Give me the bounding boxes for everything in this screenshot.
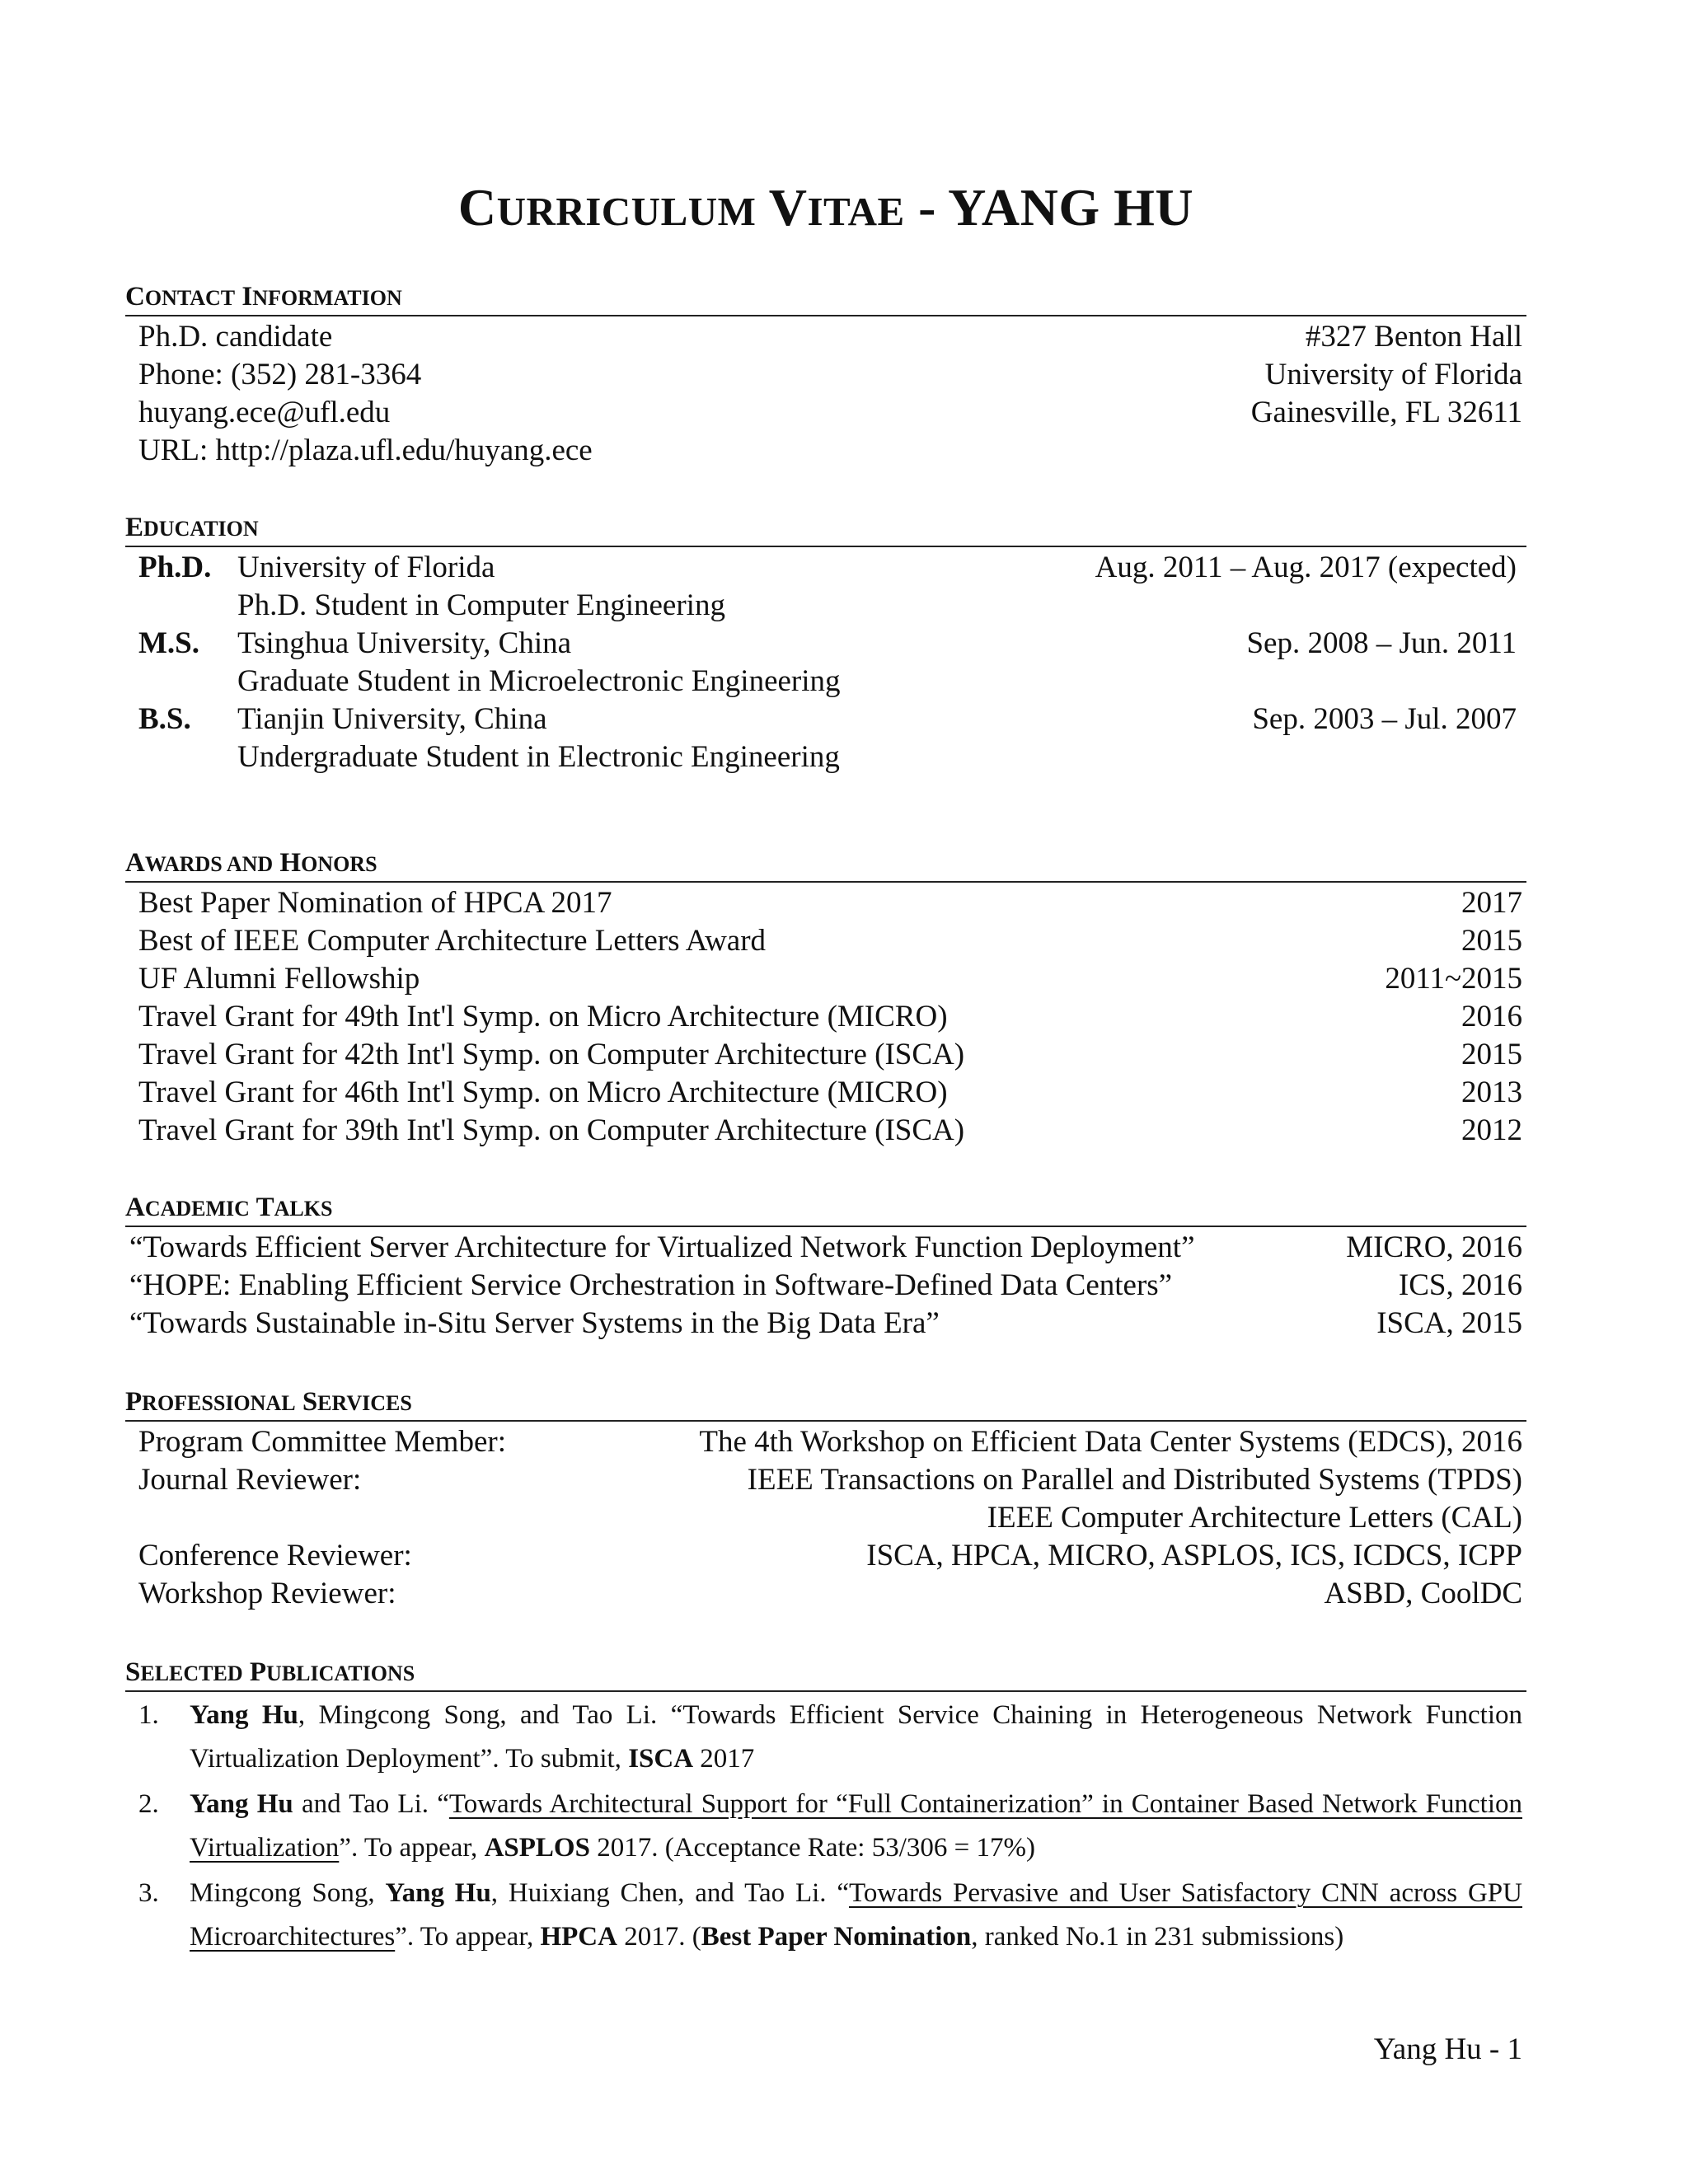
education-detail-text: Ph.D. Student in Computer Engineering [237,588,725,622]
education-entry [125,701,1526,738]
education-section [125,511,1526,776]
institution: University of Florida [237,551,495,584]
page-footer: Yang Hu - 1 [1373,2032,1522,2066]
education-dates: Aug. 2011 – Aug. 2017 (expected) [1095,551,1517,584]
degree-label: Ph.D. [138,551,212,584]
services-section [125,1385,1526,1613]
publication-number: 2. [138,1789,159,1819]
title-small: ITAE [807,189,905,234]
contact-address: University of Florida [1264,358,1522,391]
service-row: Program Committee Member: The 4th Workshop on Efficient Data Center Systems (EDCS), 2016 [138,1425,1522,1459]
institution: Tianjin University, China [237,702,547,736]
contact-email[interactable]: huyang.ece@ufl.edu [138,396,391,429]
contact-row [125,432,1526,470]
contact-row [125,394,1526,432]
page-title [125,177,1526,238]
publication-text: Yang Hu and Tao Li. “Towards Architectural Support for “Full Containerization” in Container Based Network Function Virtualization”. To appear, ASPLOS 2017. (Acceptance Rate: 53/306 = 17%) [190,1789,1522,1863]
award-item: Travel Grant for 46th Int'l Symp. on Micro Architecture (MICRO) 2013 [138,1076,1522,1109]
contact-row [125,318,1526,356]
service-row: Workshop Reviewer: ASBD, CoolDC [138,1577,1522,1610]
service-row: Journal Reviewer: IEEE Transactions on Parallel and Distributed Systems (TPDS) [138,1463,1522,1497]
service-row: IEEE Computer Architecture Letters (CAL) [987,1501,1522,1535]
award-item: UF Alumni Fellowship 2011~2015 [138,962,1522,996]
publications-section [125,1656,1526,1959]
contact-row [125,356,1526,394]
contact-address: Gainesville, FL 32611 [1250,396,1522,429]
contact-section [125,280,1526,470]
award-item: Best Paper Nomination of HPCA 2017 2017 [138,886,1522,920]
education-detail-text: Undergraduate Student in Electronic Engineering [237,740,840,774]
publication-item [125,1783,1526,1870]
education-entry [125,625,1526,663]
cv-page [125,0,1526,2184]
institution: Tsinghua University, China [237,626,572,660]
publication-text: Mingcong Song, Yang Hu, Huixiang Chen, and Tao Li. “Towards Pervasive and User Satisfactory CNN across GPU Microarchitectures”. To appear, HPCA 2017. (Best Paper Nomination, ranked No.1 in 231 submissions) [190,1878,1522,1952]
talks-heading: ACADEMIC TALKS [125,1191,1526,1227]
education-detail-text: Graduate Student in Microelectronic Engineering [237,664,841,698]
publication-item [125,1694,1526,1781]
contact-title: Ph.D. candidate [138,320,333,354]
award-item: Travel Grant for 39th Int'l Symp. on Computer Architecture (ISCA) 2012 [138,1113,1522,1147]
publication-item [125,1872,1526,1959]
education-detail [125,663,1526,701]
award-item: Best of IEEE Computer Architecture Letters Award 2015 [138,924,1522,958]
title-small: URRICULUM [496,189,757,234]
awards-section [125,846,1526,1150]
degree-label: M.S. [138,626,199,660]
education-detail [125,587,1526,625]
education-heading: EDUCATION [125,511,1526,547]
publication-number: 3. [138,1878,159,1908]
publication-number: 1. [138,1700,159,1730]
contact-phone: Phone: (352) 281-3364 [138,358,422,391]
education-dates: Sep. 2003 – Jul. 2007 [1252,702,1517,736]
talk-item: “Towards Efficient Server Architecture for Virtualized Network Function Deployment” MICRO, 2016 [129,1230,1522,1264]
education-dates: Sep. 2008 – Jun. 2011 [1246,626,1517,660]
award-item: Travel Grant for 42th Int'l Symp. on Computer Architecture (ISCA) 2015 [138,1038,1522,1071]
publication-title-link[interactable]: Towards Architectural Support for “Full Containerization” in Container Based Network Function Virtualization [190,1789,1522,1863]
title-cap: C [457,178,497,237]
award-item: Travel Grant for 49th Int'l Symp. on Micro Architecture (MICRO) 2016 [138,1000,1522,1033]
service-row: Conference Reviewer: ISCA, HPCA, MICRO, ASPLOS, ICS, ICDCS, ICPP [138,1539,1522,1572]
title-cap: V [768,178,808,237]
contact-url[interactable]: URL: http://plaza.ufl.edu/huyang.ece [138,434,593,467]
contact-heading: CONTACT INFORMATION [125,280,1526,316]
education-detail [125,738,1526,776]
talk-item: “HOPE: Enabling Efficient Service Orchestration in Software-Defined Data Centers” ICS, 2016 [129,1268,1522,1302]
publication-list [125,1694,1526,1959]
degree-label: B.S. [138,702,191,736]
talk-item: “Towards Sustainable in-Situ Server Systems in the Big Data Era” ISCA, 2015 [129,1306,1522,1340]
talks-section [125,1191,1526,1343]
services-heading: PROFESSIONAL SERVICES [125,1385,1526,1422]
contact-address: #327 Benton Hall [1305,320,1522,354]
awards-heading: AWARDS AND HONORS [125,846,1526,883]
title-name: YANG HU [948,178,1194,237]
publication-title-link[interactable]: Towards Pervasive and User Satisfactory CNN across GPU Microarchitectures [190,1878,1522,1952]
publication-text: Yang Hu, Mingcong Song, and Tao Li. “Towards Efficient Service Chaining in Heterogeneous Network Function Virtualization Deployment”. To submit, ISCA 2017 [190,1700,1522,1774]
title-separator: - [904,178,949,237]
publications-heading: SELECTED PUBLICATIONS [125,1656,1526,1692]
education-entry [125,549,1526,587]
